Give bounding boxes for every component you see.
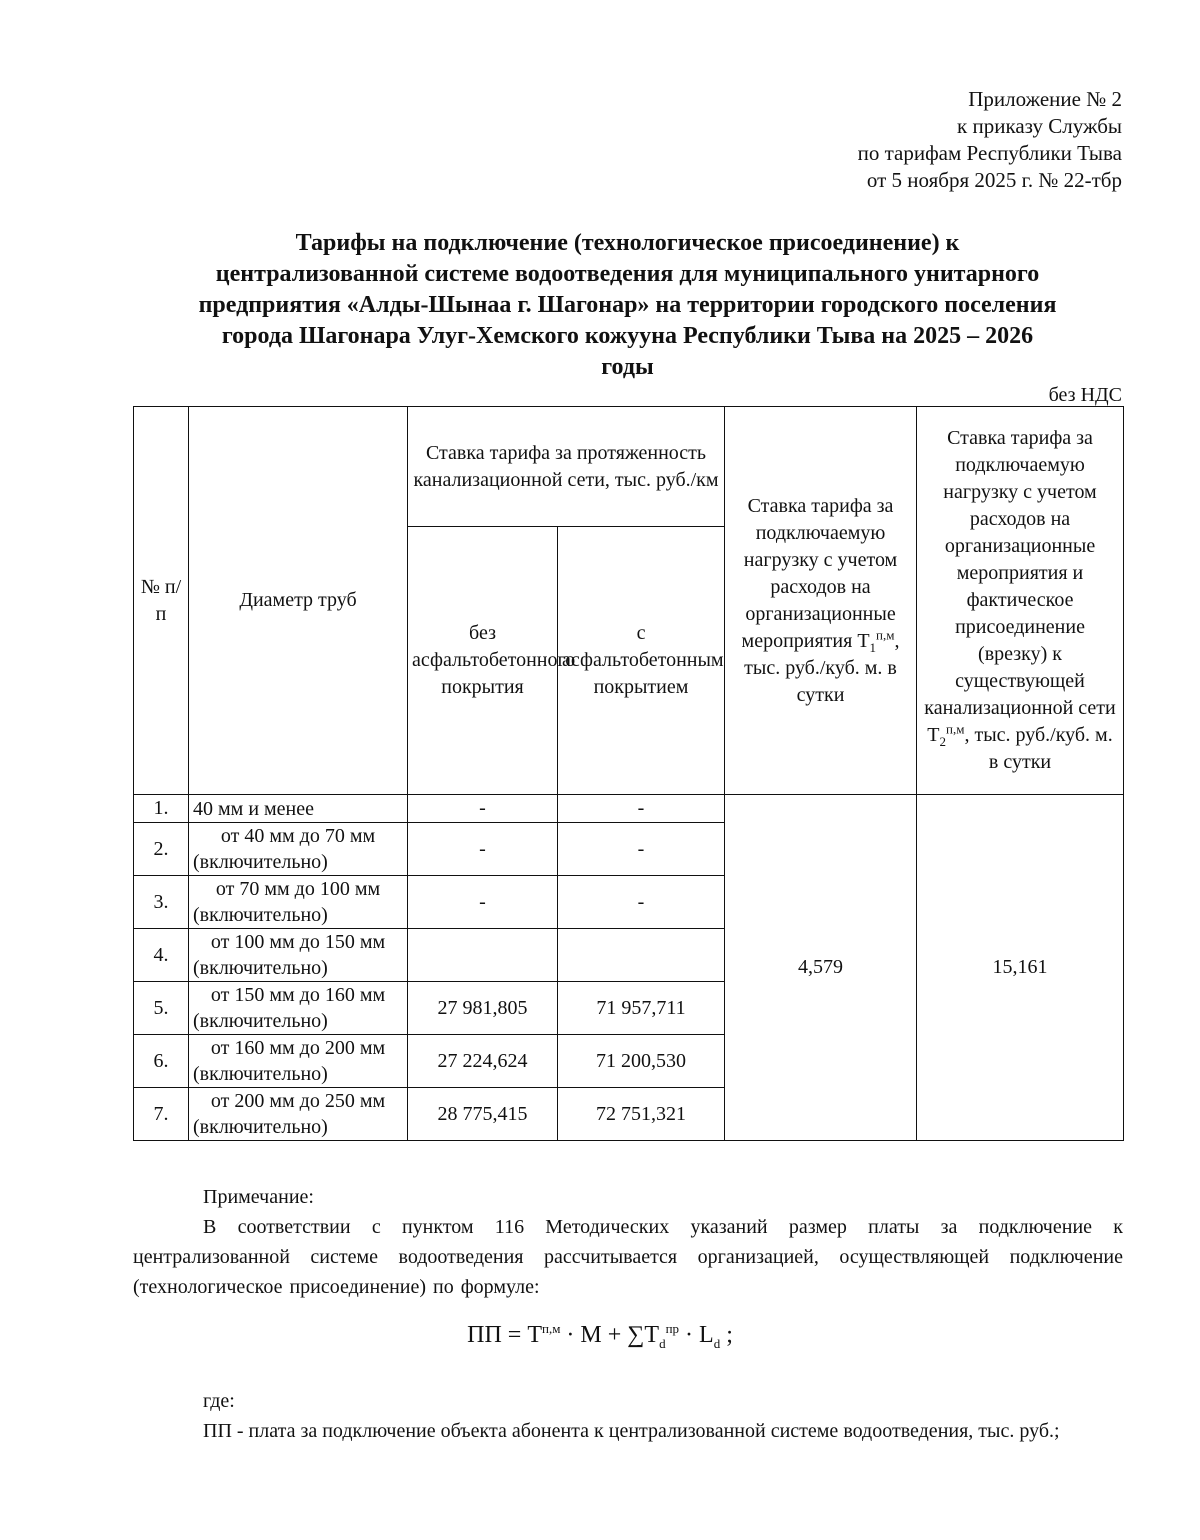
row-with-asphalt	[558, 929, 725, 982]
header-diameter: Диаметр труб	[189, 407, 408, 795]
row-diameter: от 70 мм до 100 мм (включительно)	[189, 876, 408, 929]
where-paragraph: ПП - плата за подключение объекта абонента к централизованной системе водоотведения, тыс. руб.;	[203, 1420, 1060, 1442]
vat-note: без НДС	[1048, 384, 1122, 406]
row-num: 2.	[134, 823, 189, 876]
header-load-rate-2: Ставка тарифа за подключаемую нагрузку с учетом расходов на организационные мероприятия и фактическое присоединение (врезку) к существующей канализационной сети $Т_2^{п,м}$, тыс. руб./куб. м. в сутки	[917, 407, 1124, 795]
row-with-asphalt: 71 200,530	[558, 1035, 725, 1088]
title-line: предприятия «Алды-Шынаа г. Шагонар» на территории городского поселения	[198, 292, 1057, 318]
load-rate-2-value: 15,161	[917, 795, 1124, 1141]
title-line: города Шагонара Улуг-Хемского кожууна Республики Тыва на 2025 – 2026	[221, 323, 1034, 349]
where-label: где:	[203, 1390, 235, 1412]
appendix-header	[858, 86, 1122, 194]
row-with-asphalt: 72 751,321	[558, 1088, 725, 1141]
row-no-asphalt: 28 775,415	[408, 1088, 558, 1141]
table-header-row	[134, 407, 1124, 527]
row-diameter: 40 мм и менее	[189, 795, 408, 823]
title-line: годы	[601, 354, 654, 380]
appendix-line: от 5 ноября 2025 г. № 22-тбр	[866, 168, 1122, 192]
row-num: 7.	[134, 1088, 189, 1141]
row-diameter: от 40 мм до 70 мм (включительно)	[189, 823, 408, 876]
header-no-asphalt: без асфальтобетонного покрытия	[408, 527, 558, 795]
appendix-line: Приложение № 2	[968, 87, 1122, 111]
tariff-table	[133, 406, 1124, 1141]
row-with-asphalt: 71 957,711	[558, 982, 725, 1035]
row-no-asphalt: -	[408, 795, 558, 823]
header-num: № п/п	[134, 407, 189, 795]
row-diameter: от 100 мм до 150 мм (включительно)	[189, 929, 408, 982]
row-with-asphalt: -	[558, 823, 725, 876]
appendix-line: по тарифам Республики Тыва	[857, 141, 1122, 165]
row-num: 1.	[134, 795, 189, 823]
row-no-asphalt: -	[408, 823, 558, 876]
note-label: Примечание:	[203, 1186, 314, 1208]
load-rate-1-value: 4,579	[725, 795, 917, 1141]
row-no-asphalt	[408, 929, 558, 982]
header-network-rate: Ставка тарифа за протяженность канализационной сети, тыс. руб./км	[408, 407, 725, 527]
row-with-asphalt: -	[558, 876, 725, 929]
row-diameter: от 200 мм до 250 мм (включительно)	[189, 1088, 408, 1141]
row-no-asphalt: 27 981,805	[408, 982, 558, 1035]
document-title	[140, 228, 1115, 383]
title-line: Тарифы на подключение (технологическое присоединение) к	[295, 230, 960, 256]
row-no-asphalt: 27 224,624	[408, 1035, 558, 1088]
header-with-asphalt: с асфальтобетонным покрытием	[558, 527, 725, 795]
row-diameter: от 160 мм до 200 мм (включительно)	[189, 1035, 408, 1088]
row-no-asphalt: -	[408, 876, 558, 929]
note-paragraph: В соответствии с пунктом 116 Методических указаний размер платы за подключение к централизованной системе водоотведения рассчитывается организацией, осуществляющей подключение (технологическое присоединение) по формуле:	[133, 1216, 1123, 1298]
row-num: 6.	[134, 1035, 189, 1088]
title-line: централизованной системе водоотведения для муниципального унитарного	[215, 261, 1040, 287]
row-diameter: от 150 мм до 160 мм (включительно)	[189, 982, 408, 1035]
header-load-rate-1: Ставка тарифа за подключаемую нагрузку с учетом расходов на организационные мероприятия $Т_1^{п,м}$, тыс. руб./куб. м. в сутки	[725, 407, 917, 795]
table-row	[134, 795, 1124, 823]
row-num: 4.	[134, 929, 189, 982]
formula: ПП = $Т^{п,м} \cdot М + \sum Т_d^{пр} \cdot L_d$ ;	[467, 1321, 733, 1351]
row-num: 3.	[134, 876, 189, 929]
row-with-asphalt: -	[558, 795, 725, 823]
appendix-line: к приказу Службы	[957, 114, 1122, 138]
row-num: 5.	[134, 982, 189, 1035]
